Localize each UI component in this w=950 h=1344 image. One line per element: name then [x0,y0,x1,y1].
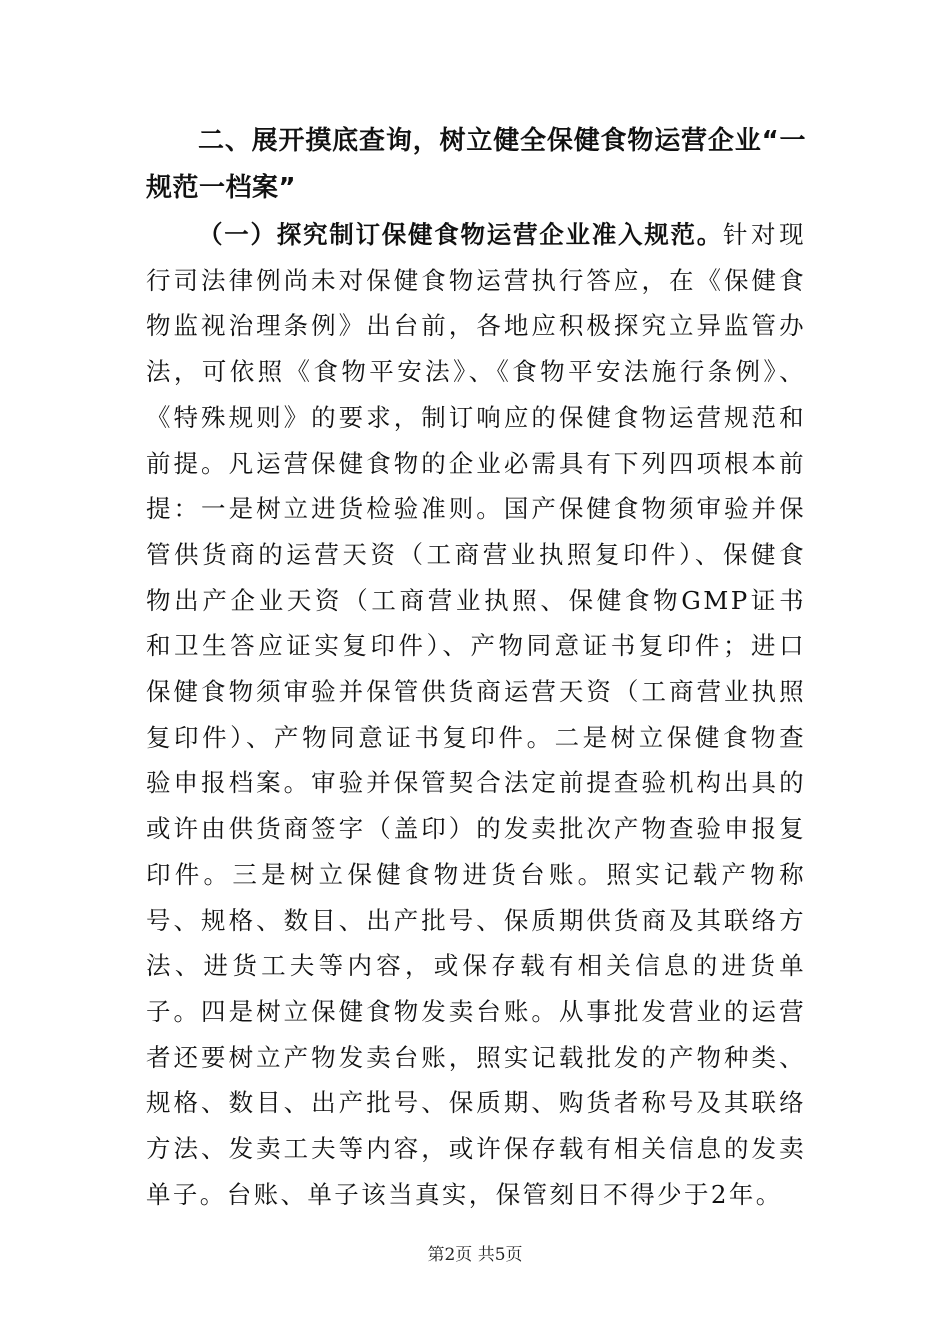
page-number-footer: 第2页 共5页 [427,1245,523,1265]
section-heading: 二、展开摸底查询，树立健全保健食物运营企业“一规范一档案” [146,126,806,203]
body-paragraph [146,212,806,1217]
document-body [146,118,806,1217]
subsection-heading: （一）探究制订保健食物运营企业准入规范。 [198,220,723,249]
paragraph-text: 针对现行司法律例尚未对保健食物运营执行答应，在《保健食物监视治理条例》出台前，各地应积极探究立异监管办法，可依照《食物平安法》、《食物平安法施行条例》、《特殊规则》的要求，制订响应的保健食物运营规范和前提。凡运营保健食物的企业必需具有下列四项根本前提：一是树立进货检验准则。国产保健食物须审验并保管供货商的运营天资（工商营业执照复印件）、保健食物出产企业天资（工商营业执照、保健食物GMP证书和卫生答应证实复印件）、产物同意证书复印件；进口保健食物须审验并保管供货商运营天资（工商营业执照复印件）、产物同意证书复印件。二是树立保健食物查验申报档案。审验并保管契合法定前提查验机构出具的或许由供货商签字（盖印）的发卖批次产物查验申报复印件。三是树立保健食物进货台账。照实记载产物称号、规格、数目、出产批号、保质期供货商及其联络方法、进货工夫等内容，或保存载有相关信息的进货单子。四是树立保健食物发卖台账。从事批发营业的运营者还要树立产物发卖台账，照实记载批发的产物种类、规格、数目、出产批号、保质期、购货者称号及其联络方法、发卖工夫等内容，或许保存载有相关信息的发卖单子。台账、单子该当真实，保管刻日不得少于2年。 [146,220,806,1209]
